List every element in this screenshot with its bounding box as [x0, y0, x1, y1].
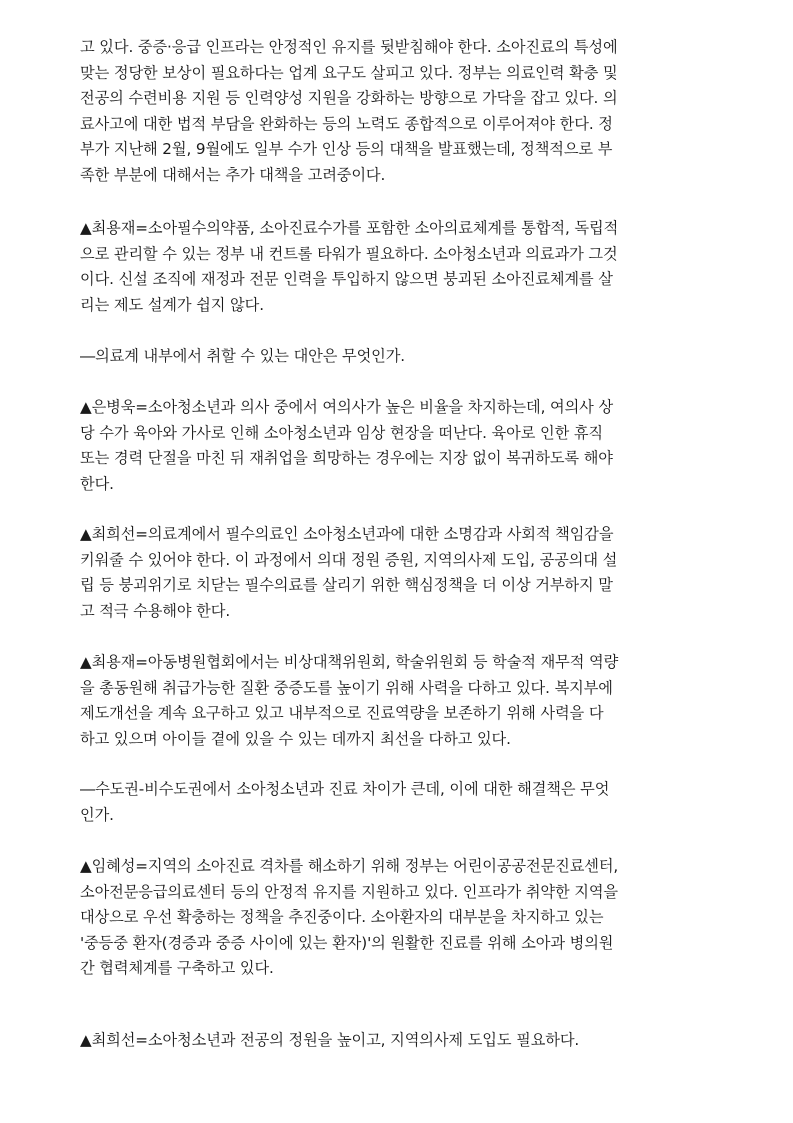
text-line: 고 적극 수용해야 한다. — [80, 601, 231, 620]
text-line: ▲최희선=소아청소년과 전공의 정원을 높이고, 지역의사제 도입도 필요하다. — [80, 1031, 580, 1049]
paragraph — [80, 522, 720, 624]
text-line: 키워줄 수 있어야 한다. 이 과정에서 의대 정원 증원, 지역의사제 도입, 공공의대 설 — [80, 550, 618, 569]
text-line: ―수도권-비수도권에서 소아청소년과 진료 차이가 큰데, 이에 대한 해결책은 무엇 — [80, 780, 610, 798]
text-line: 당 수가 육아와 가사로 인해 소아청소년과 임상 현장을 떠난다. 육아로 인한 휴직 — [80, 423, 604, 442]
text-line: 소아전문응급의료센터 등의 안정적 유지를 지원하고 있다. 인프라가 취약한 지역을 — [80, 882, 618, 901]
text-line: 맞는 정당한 보상이 필요하다는 업계 요구도 살피고 있다. 정부는 의료인력 확충 및 — [80, 63, 618, 82]
paragraph — [80, 1028, 720, 1054]
text-line: 을 총동원해 취급가능한 질환 중증도를 높이기 위해 사력을 다하고 있다. 복지부에 — [80, 678, 613, 697]
text-line: 대상으로 우선 확충하는 정책을 추진중이다. 소아환자의 대부분을 차지하고 있는 — [80, 908, 604, 926]
text-line: 한다. — [80, 474, 114, 493]
text-line: 으로 관리할 수 있는 정부 내 컨트롤 타워가 필요하다. 소아청소년과 의료과가 그것 — [80, 244, 618, 263]
text-line: 고 있다. 중증·응급 인프라는 안정적인 유지를 뒷받침해야 한다. 소아진료의 특성에 — [80, 38, 618, 56]
paragraph — [80, 395, 720, 497]
paragraph — [80, 777, 720, 828]
paragraph — [80, 35, 720, 188]
text-line: 족한 부분에 대해서는 추가 대책을 고려중이다. — [80, 165, 386, 184]
text-line: 하고 있으며 아이들 곁에 있을 수 있는 데까지 최선을 다하고 있다. — [80, 729, 511, 748]
text-line: ―의료계 내부에서 취할 수 있는 대안은 무엇인가. — [80, 347, 406, 365]
text-line: 또는 경력 단절을 마친 뒤 재취업을 희망하는 경우에는 지장 없이 복귀하도록 해야 — [80, 449, 613, 467]
text-line: 료사고에 대한 법적 부담을 완화하는 등의 노력도 종합적으로 이루어져야 한다. 정 — [80, 114, 613, 133]
text-line: 립 등 붕괴위기로 치닫는 필수의료를 살리기 위한 핵심정책을 더 이상 거부하지 말 — [80, 576, 613, 594]
text-line: 리는 제도 설계가 쉽지 않다. — [80, 295, 264, 314]
text-line: 제도개선을 계속 요구하고 있고 내부적으로 진료역량을 보존하기 위해 사력을 다 — [80, 704, 604, 722]
text-line: ▲최용재=소아필수의약품, 소아진료수가를 포함한 소아의료체계를 통합적, 독립적 — [80, 219, 619, 237]
paragraph — [80, 854, 720, 982]
text-line: 부가 지난해 2월, 9월에도 일부 수가 인상 등의 대책을 발표했는데, 정책적으로 부 — [80, 140, 613, 158]
text-line: 인가. — [80, 805, 114, 824]
text-line: ▲은병욱=소아청소년과 의사 중에서 여의사가 높은 비율을 차지하는데, 여의사 상 — [80, 398, 614, 416]
text-line: 간 협력체계를 구축하고 있다. — [80, 959, 274, 977]
text-line: ▲최희선=의료계에서 필수의료인 소아청소년과에 대한 소명감과 사회적 책임감을 — [80, 525, 614, 543]
text-line: ▲임혜성=지역의 소아진료 격차를 해소하기 위해 정부는 어린이공공전문진료센터, — [80, 857, 619, 875]
text-line: 전공의 수련비용 지원 등 인력양성 지원을 강화하는 방향으로 가닥을 잡고 있다. 의 — [80, 89, 618, 107]
paragraph — [80, 650, 720, 752]
paragraph — [80, 216, 720, 318]
paragraph — [80, 344, 720, 370]
text-line: ▲최용재=아동병원협회에서는 비상대책위원회, 학술위원회 등 학술적 재무적 역량 — [80, 653, 619, 671]
text-line: 이다. 신설 조직에 재정과 전문 인력을 투입하지 않으면 붕괴된 소아진료체계를 살 — [80, 270, 613, 288]
text-line: '중등중 환자(경증과 중증 사이에 있는 환자)'의 원활한 진료를 위해 소아과 병의원 — [80, 933, 614, 952]
